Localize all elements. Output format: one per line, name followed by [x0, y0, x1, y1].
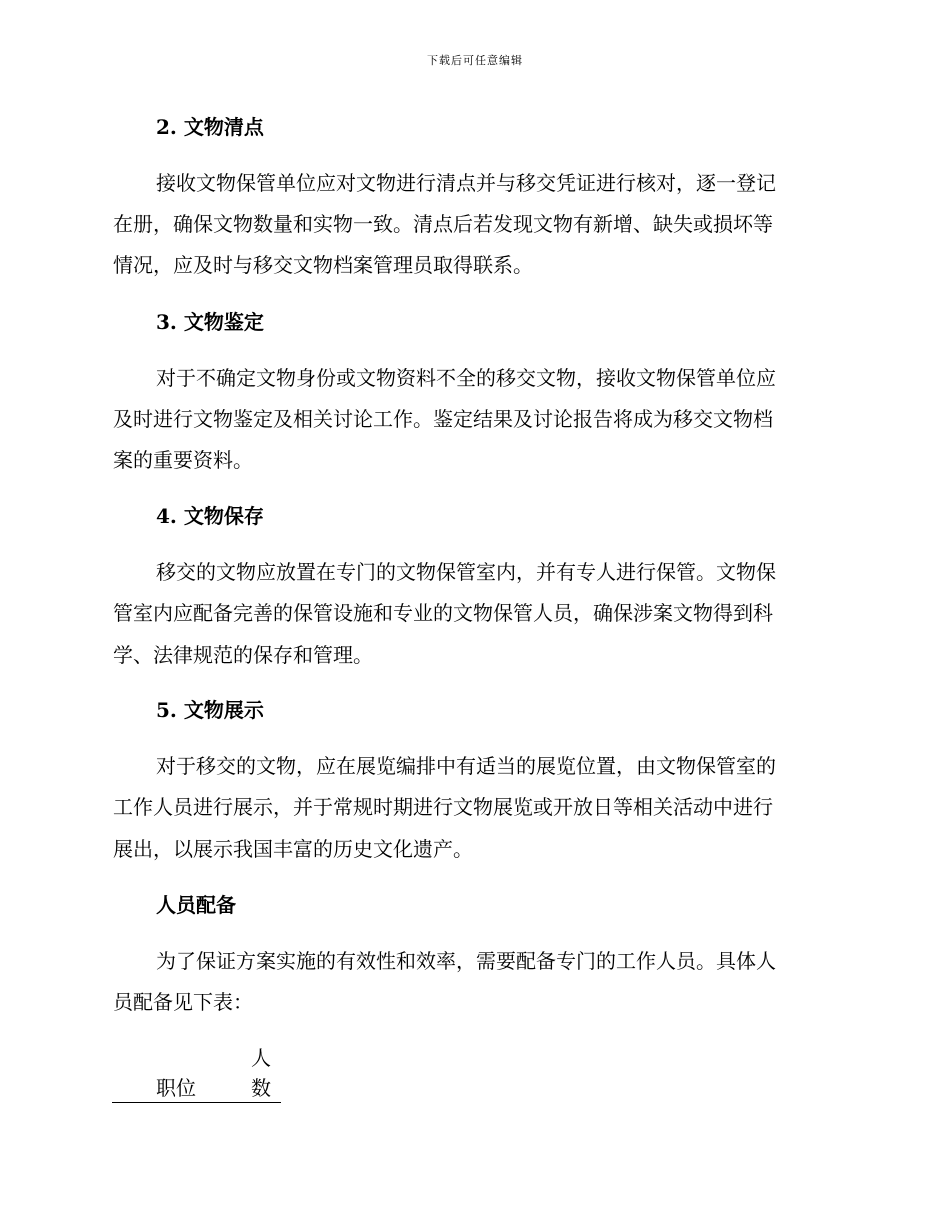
paragraph-line: 展出，以展示我国丰富的历史文化遗产。	[113, 837, 473, 861]
paragraph-line: 对于不确定文物身份或文物资料不全的移交文物，接收文物保管单位应	[156, 366, 776, 390]
paragraph-line: 接收文物保管单位应对文物进行清点并与移交凭证进行核对，逐一登记	[156, 171, 776, 195]
section-heading: 4. 文物保存	[156, 504, 264, 528]
paragraph-line: 学、法律规范的保存和管理。	[113, 643, 373, 667]
paragraph-line: 工作人员进行展示，并于常规时期进行文物展览或开放日等相关活动中进行	[113, 795, 773, 819]
page-header-note: 下载后可任意编辑	[427, 54, 523, 67]
paragraph-line: 及时进行文物鉴定及相关讨论工作。鉴定结果及讨论报告将成为移交文物档	[113, 407, 773, 431]
section-heading: 2. 文物清点	[156, 115, 264, 139]
table-header-position: 职位	[156, 1076, 196, 1100]
paragraph-line: 管室内应配备完善的保管设施和专业的文物保管人员，确保涉案文物得到科	[113, 601, 773, 625]
section-heading: 5. 文物展示	[156, 698, 264, 722]
table-header-count-line1: 人	[251, 1046, 271, 1070]
table-header-count-line2: 数	[251, 1076, 271, 1100]
paragraph-line: 为了保证方案实施的有效性和效率，需要配备专门的工作人员。具体人	[156, 949, 776, 973]
section-heading: 人员配备	[156, 893, 236, 917]
table-header-rule	[112, 1102, 281, 1103]
paragraph-line: 对于移交的文物，应在展览编排中有适当的展览位置，由文物保管室的	[156, 754, 776, 778]
section-heading: 3. 文物鉴定	[156, 310, 264, 334]
paragraph-line: 员配备见下表：	[113, 990, 253, 1014]
paragraph-line: 情况，应及时与移交文物档案管理员取得联系。	[113, 253, 533, 277]
paragraph-line: 案的重要资料。	[113, 448, 253, 472]
paragraph-line: 在册，确保文物数量和实物一致。清点后若发现文物有新增、缺失或损坏等	[113, 212, 773, 236]
paragraph-line: 移交的文物应放置在专门的文物保管室内，并有专人进行保管。文物保	[156, 560, 776, 584]
